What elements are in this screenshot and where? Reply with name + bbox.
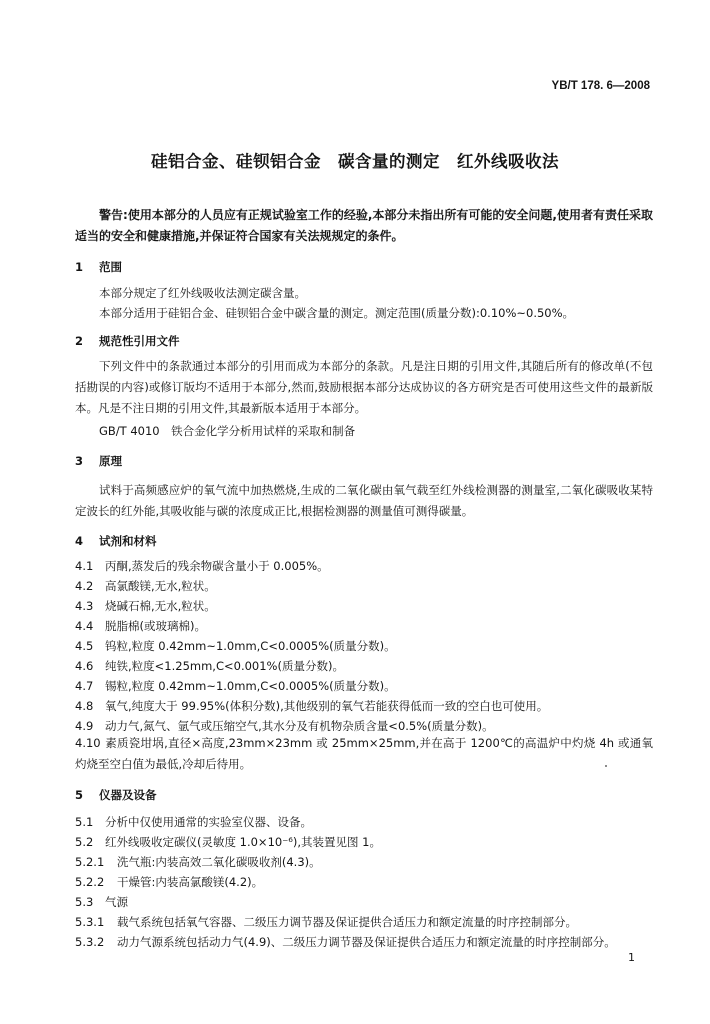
item-number: 4.8 xyxy=(75,699,94,713)
list-item xyxy=(75,853,321,871)
item-text: 干燥管:内装高氯酸镁(4.2)。 xyxy=(117,875,264,889)
item-text: 脱脂棉(或玻璃棉)。 xyxy=(105,619,206,633)
item-text: 洗气瓶:内装高效二氧化碳吸收剂(4.3)。 xyxy=(117,855,321,869)
list-item xyxy=(75,873,263,891)
item-text: 锡粒,粒度 0.42mm~1.0mm,C<0.0005%(质量分数)。 xyxy=(105,679,396,693)
item-text: 素质瓷坩埚,直径×高度,23mm×23mm 或 25mm×25mm,并在高于 1200℃的高温炉中灼烧 4h 或通氧灼烧至空白值为最低,冷却后待用。 xyxy=(75,736,653,771)
item-number: 5.2.2 xyxy=(75,875,105,889)
item-text: 钨粒,粒度 0.42mm~1.0mm,C<0.0005%(质量分数)。 xyxy=(105,639,396,653)
document-title: 硅铝合金、硅钡铝合金 碳含量的测定 红外线吸收法 xyxy=(151,152,559,171)
section-title: 规范性引用文件 xyxy=(99,334,180,348)
list-item xyxy=(75,577,216,595)
item-text: 动力气,氮气、氩气或压缩空气,其水分及有机物杂质含量<0.5%(质量分数)。 xyxy=(105,719,494,733)
list-item xyxy=(75,617,206,635)
list-item xyxy=(75,833,381,851)
paragraph: 下列文件中的条款通过本部分的引用而成为本部分的条款。凡是注日期的引用文件,其随后所有的修改单(不包括勘误的内容)或修订版均不适用于本部分,然而,鼓励根据本部分达成协议的各方研究是否可使用这些文件的最新版本。凡是不注日期的引用文件,其最新版本适用于本部分。 xyxy=(75,359,653,415)
paragraph: 本部分适用于硅铝合金、硅钡铝合金中碳含量的测定。测定范围(质量分数):0.10%~0.50%。 xyxy=(99,306,575,320)
paragraph: 试料于高频感应炉的氧气流中加热燃烧,生成的二氧化碳由氧气载至红外线检测器的测量室,二氧化碳吸收某特定波长的红外能,其吸收能与碳的浓度成正比,根据检测器的测量值可测得碳量。 xyxy=(75,483,653,518)
item-text: 载气系统包括氧气容器、二级压力调节器及保证提供合适压力和额定流量的时序控制部分。 xyxy=(117,915,577,929)
item-number: 5.2 xyxy=(75,835,94,849)
scan-speck xyxy=(605,765,607,767)
item-number: 4.3 xyxy=(75,599,94,613)
item-text: 丙酮,蒸发后的残余物碳含量小于 0.005%。 xyxy=(105,559,329,573)
section-number: 2 xyxy=(75,334,84,348)
warning-paragraph xyxy=(75,205,653,247)
normative-reference: GB/T 4010 铁合金化学分析用试样的采取和制备 xyxy=(99,424,356,438)
section-heading-2 xyxy=(75,332,180,350)
section-number: 5 xyxy=(75,788,84,802)
paragraph: 本部分规定了红外线吸收法测定碳含量。 xyxy=(99,286,306,300)
list-item xyxy=(75,733,653,775)
item-number: 5.2.1 xyxy=(75,855,105,869)
item-number: 4.2 xyxy=(75,579,94,593)
item-text: 气源 xyxy=(105,895,128,909)
item-text: 烧碱石棉,无水,粒状。 xyxy=(105,599,216,613)
page-number: 1 xyxy=(628,951,635,964)
list-item xyxy=(75,913,577,931)
list-item xyxy=(75,657,344,675)
list-item xyxy=(75,813,312,831)
item-text: 分析中仅使用通常的实验室仪器、设备。 xyxy=(105,815,312,829)
section-number: 3 xyxy=(75,454,84,468)
list-item xyxy=(75,597,216,615)
list-item xyxy=(75,637,396,655)
item-text: 纯铁,粒度<1.25mm,C<0.001%(质量分数)。 xyxy=(105,659,344,673)
item-number: 4.4 xyxy=(75,619,94,633)
section-heading-4 xyxy=(75,532,157,550)
section-number: 4 xyxy=(75,534,84,548)
section-title: 范围 xyxy=(99,260,122,274)
section-heading-3 xyxy=(75,452,122,470)
item-number: 4.1 xyxy=(75,559,94,573)
list-item xyxy=(75,933,616,951)
item-number: 5.1 xyxy=(75,815,94,829)
item-text: 动力气源系统包括动力气(4.9)、二级压力调节器及保证提供合适压力和额定流量的时序控制部分。 xyxy=(117,935,616,949)
item-number: 5.3.2 xyxy=(75,935,105,949)
standard-code: YB/T 178. 6—2008 xyxy=(551,80,650,92)
item-number: 5.3 xyxy=(75,895,94,909)
section-number: 1 xyxy=(75,260,84,274)
section-heading-1 xyxy=(75,258,122,276)
warning-label: 警告: xyxy=(99,208,128,222)
item-text: 红外线吸收定碳仪(灵敏度 1.0×10⁻⁶),其装置见图 1。 xyxy=(105,835,381,849)
section-title: 原理 xyxy=(99,454,122,468)
list-item xyxy=(75,557,329,575)
list-item xyxy=(75,893,128,911)
section-title: 试剂和材料 xyxy=(99,534,157,548)
item-number: 4.5 xyxy=(75,639,94,653)
item-number: 4.10 xyxy=(75,736,101,750)
section-heading-5 xyxy=(75,786,157,804)
item-number: 5.3.1 xyxy=(75,915,105,929)
section-title: 仪器及设备 xyxy=(99,788,157,802)
item-text: 高氯酸镁,无水,粒状。 xyxy=(105,579,216,593)
warning-text: 使用本部分的人员应有正规试验室工作的经验,本部分未指出所有可能的安全问题,使用者有责任采取适当的安全和健康措施,并保证符合国家有关法规规定的条件。 xyxy=(75,208,653,243)
item-number: 4.6 xyxy=(75,659,94,673)
item-number: 4.7 xyxy=(75,679,94,693)
list-item xyxy=(75,697,548,715)
item-number: 4.9 xyxy=(75,719,94,733)
list-item xyxy=(75,677,396,695)
item-text: 氧气,纯度大于 99.95%(体积分数),其他级别的氧气若能获得低而一致的空白也可使用。 xyxy=(105,699,549,713)
